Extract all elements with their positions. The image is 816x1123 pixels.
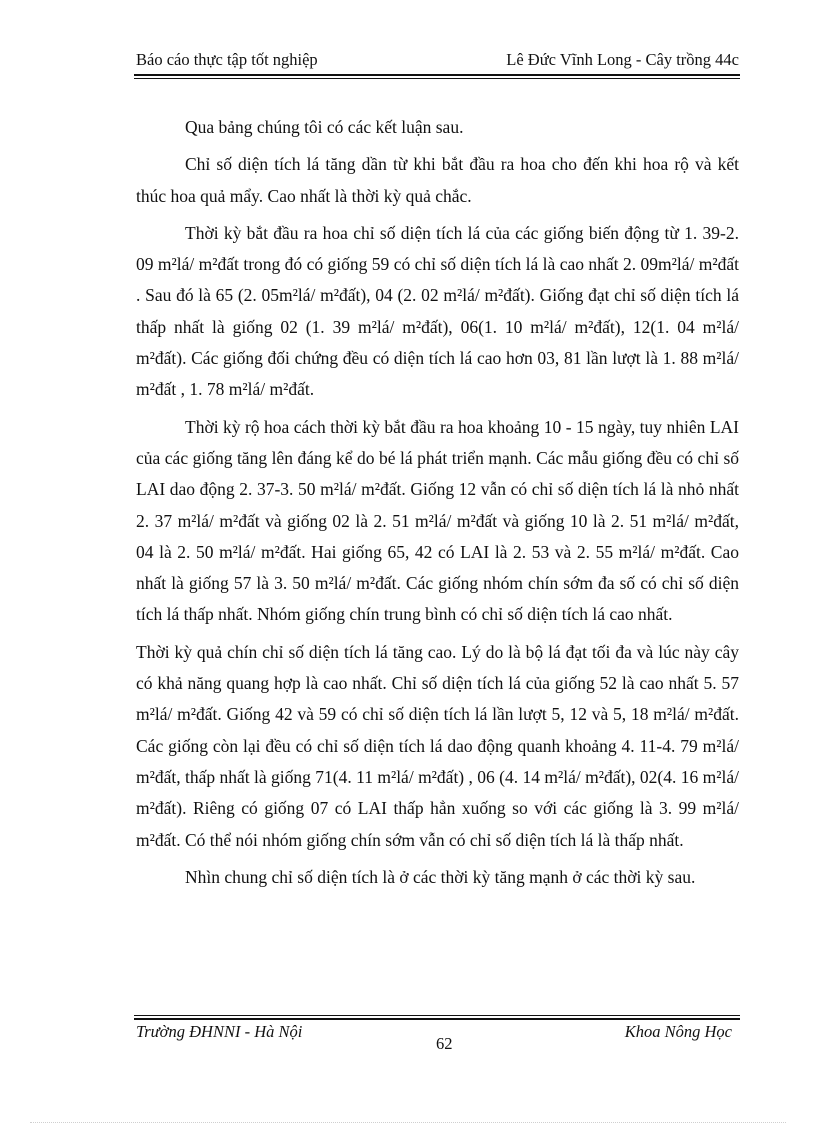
paragraph-conclusion: Nhìn chung chỉ số diện tích là ở các thời kỳ tăng mạnh ở các thời kỳ sau. — [185, 866, 696, 887]
paragraph-flowering-start: Thời kỳ bắt đầu ra hoa chỉ số diện tích lá của các giống biến động từ 1. 39-2. 09 m²lá/ m²đất trong đó có giống 59 có chỉ số diện tích lá là cao nhất 2. 09m²lá/ m²đất . Sau đó là 65 (2. 05m²lá/ m²đất), 04 (2. 02 m²lá/ m²đất). Giống đạt chỉ số diện tích lá thấp nhất là giống 02 (1. 39 m²lá/ m²đất), 06(1. 10 m²lá/ m²đất), 12(1. 04 m²lá/ m²đất). Các giống đối chứng đều có diện tích lá cao hơn 03, 81 lần lượt là 1. 88 m²lá/ m²đất , 1. 78 m²lá/ m²đất. — [136, 222, 739, 400]
header-author: Lê Đức Vĩnh Long - Cây trồng 44c — [506, 50, 739, 69]
paragraph-intro: Qua bảng chúng tôi có các kết luận sau. — [185, 117, 464, 137]
footer-faculty: Khoa Nông Học — [624, 1022, 732, 1041]
header-rule-thick — [134, 74, 740, 76]
body-text — [136, 112, 739, 893]
paragraph-ripening: Thời kỳ quả chín chỉ số diện tích lá tăng cao. Lý do là bộ lá đạt tối đa và lúc này cây có khả năng quang hợp là cao nhất. Chỉ số diện tích lá của giống 52 là cao nhất 5. 57 m²lá/ m²đất. Giống 42 và 59 có chỉ số diện tích lá lần lượt 5, 12 và 5, 18 m²lá/ m²đất. Các giống còn lại đều có chỉ số diện tích lá dao động quanh khoảng 4. 11-4. 79 m²lá/ m²đất, thấp nhất là giống 71(4. 11 m²lá/ m²đất) , 06 (4. 14 m²lá/ m²đất), 02(4. 16 m²lá/ m²đất). Riêng có giống 07 có LAI thấp hẳn xuống so với các giống là 3. 99 m²lá/ m²đất. Có thể nói nhóm giống chín sớm vẫn có chỉ số diện tích lá là thấp nhất. — [136, 641, 739, 850]
page-number: 62 — [436, 1034, 453, 1053]
paragraph-full-bloom: Thời kỳ rộ hoa cách thời kỳ bắt đầu ra hoa khoảng 10 - 15 ngày, tuy nhiên LAI của các giống tăng lên đáng kể do bé lá phát triển mạnh. Các mẫu giống đều có chỉ số LAI dao động 2. 37-3. 50 m²lá/ m²đất. Giống 12 vẫn có chỉ số diện tích lá là nhỏ nhất 2. 37 m²lá/ m²đất và giống 02 là 2. 51 m²lá/ m²đất và giống 10 là 2. 51 m²lá/ m²đất, 04 là 2. 50 m²lá/ m²đất. Hai giống 65, 42 có LAI là 2. 53 và 2. 55 m²lá/ m²đất. Cao nhất là giống 57 là 3. 50 m²lá/ m²đất. Các giống nhóm chín sớm đa số có chỉ số diện tích lá thấp nhất. Nhóm giống chín trung bình có chỉ số diện tích lá cao nhất. — [136, 416, 739, 625]
paragraph-lai-trend: Chỉ số diện tích lá tăng dần từ khi bắt đầu ra hoa cho đến khi hoa rộ và kết thúc hoa quả mẩy. Cao nhất là thời kỳ quả chắc. — [136, 154, 739, 206]
footer-rule-thin — [134, 1015, 740, 1016]
footer-rule-thick — [134, 1018, 740, 1020]
footer-university: Trường ĐHNNI - Hà Nội — [136, 1022, 303, 1041]
header-rule-thin — [134, 78, 740, 79]
header-report-title: Báo cáo thực tập tốt nghiệp — [136, 50, 318, 69]
page-header — [136, 50, 739, 70]
